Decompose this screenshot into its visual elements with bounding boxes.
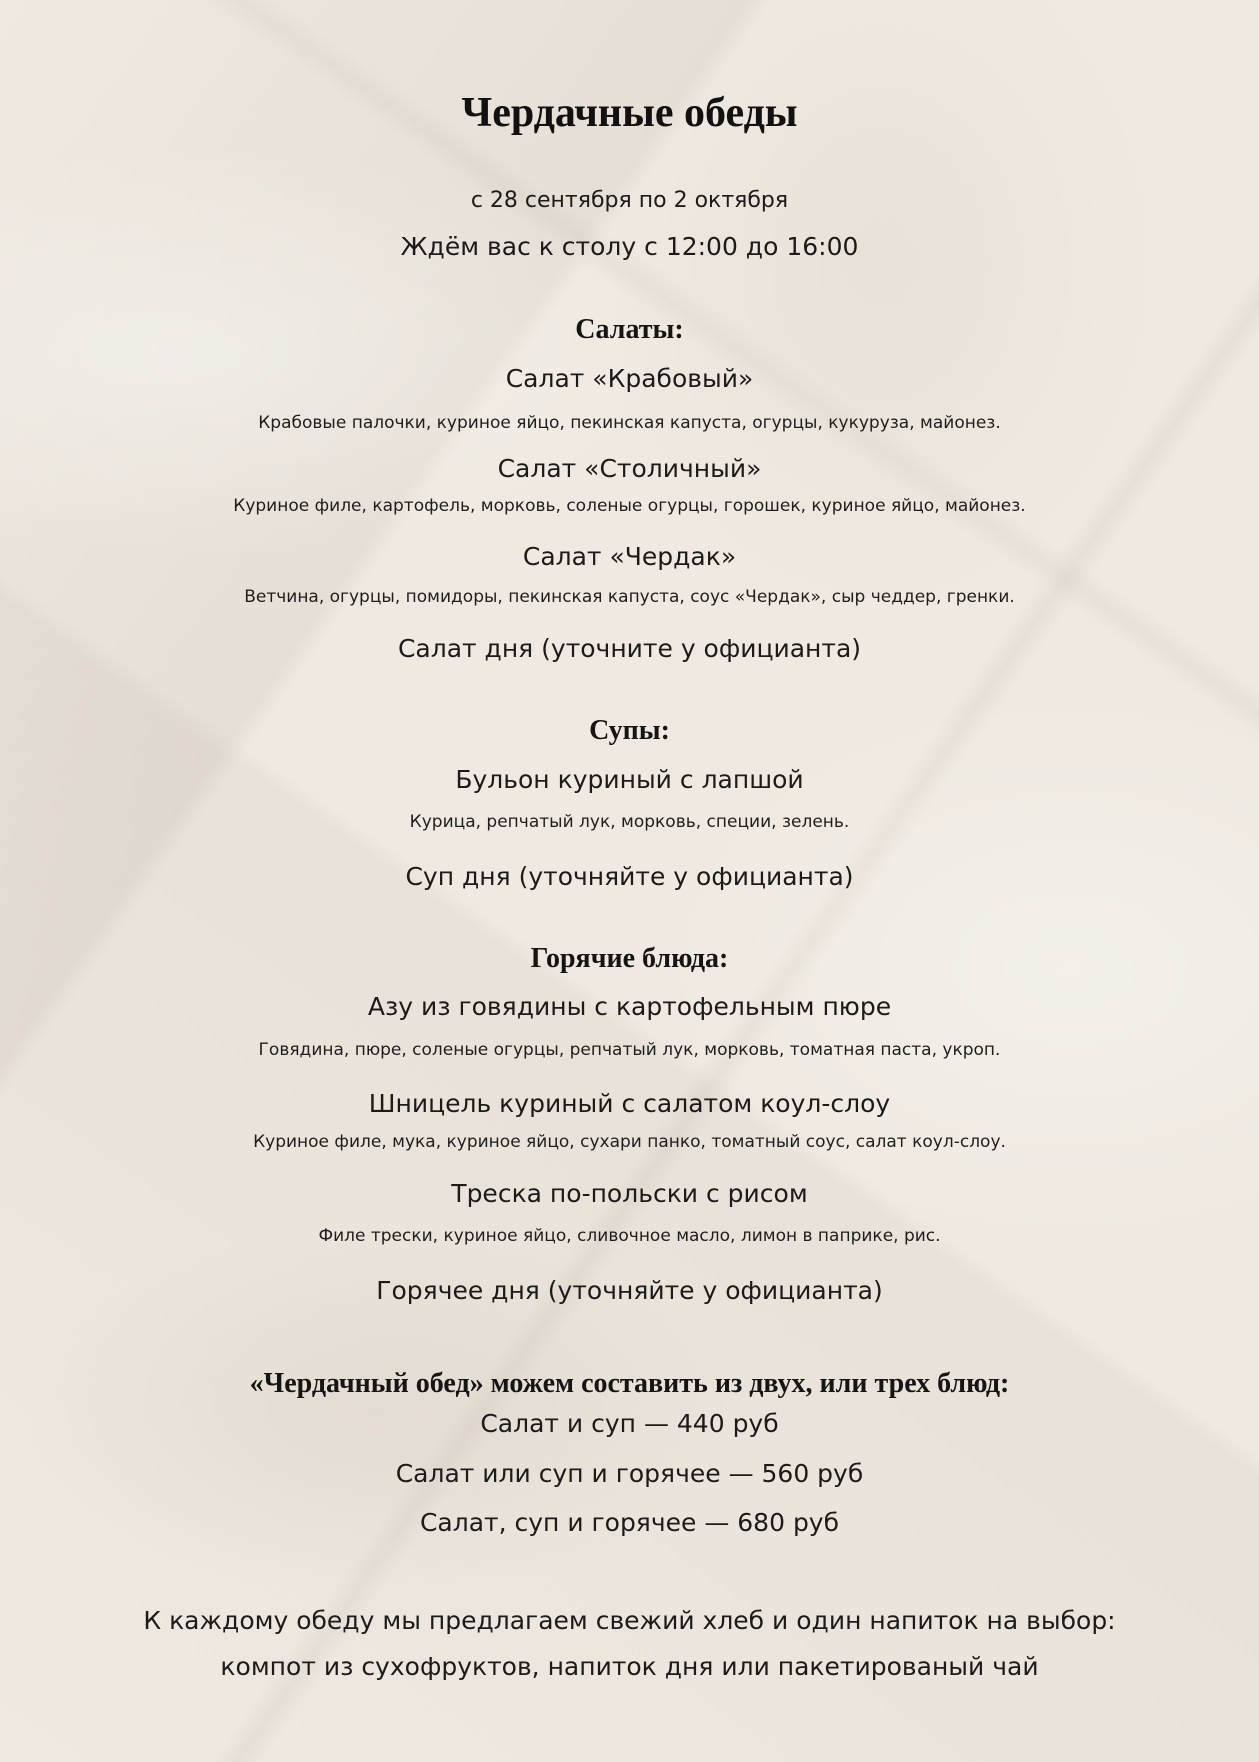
dish-name: Салат «Столичный» [497,454,762,483]
page-title: Чердачные обеды [461,90,798,136]
combo-option: Салат, суп и горячее — 680 руб [419,1508,840,1537]
dish-name: Салат «Чердак» [522,542,737,571]
combo-option: Салат или суп и горячее — 560 руб [395,1459,864,1488]
section-heading-hot: Горячие блюда: [530,943,729,974]
dish-name: Треска по-польски с рисом [451,1179,808,1208]
footer-note: К каждому обеду мы предлагаем свежий хлеб и один напиток на выбор: [143,1606,1116,1635]
dish-name: Салат «Крабовый» [505,364,754,393]
dish-description: Крабовые палочки, куриное яйцо, пекинская капуста, огурцы, кукуруза, майонез. [258,413,1001,433]
dish-description: Говядина, пюре, соленые огурцы, репчатый лук, морковь, томатная паста, укроп. [258,1040,1001,1060]
dish-name: Азу из говядины с картофельным пюре [367,992,892,1021]
dish-description: Филе трески, куриное яйцо, сливочное масло, лимон в паприке, рис. [318,1226,941,1246]
combo-option: Салат и суп — 440 руб [480,1409,779,1438]
date-range: с 28 сентября по 2 октября [470,188,789,213]
dish-name: Бульон куриный с лапшой [455,765,804,794]
combo-heading: «Чердачный обед» можем составить из двух, или трех блюд: [249,1368,1010,1399]
section-heading-salads: Салаты: [575,314,684,345]
dish-description: Ветчина, огурцы, помидоры, пекинская капуста, соус «Чердак», сыр чеддер, гренки. [244,587,1015,607]
opening-hours: Ждём вас к столу с 12:00 до 16:00 [400,232,859,261]
dish-name: Суп дня (уточняйте у официанта) [405,862,854,891]
dish-name: Шницель куриный с салатом коул-слоу [368,1089,891,1118]
dish-description: Куриное филе, мука, куриное яйцо, сухари панко, томатный соус, салат коул-слоу. [253,1132,1006,1152]
dish-description: Курица, репчатый лук, морковь, специи, зелень. [409,812,850,832]
dish-description: Куриное филе, картофель, морковь, соленые огурцы, горошек, куриное яйцо, майонез. [233,496,1026,516]
dish-name: Салат дня (уточните у официанта) [397,634,862,663]
section-heading-soups: Супы: [589,715,670,746]
dish-name: Горячее дня (уточняйте у официанта) [376,1276,883,1305]
footer-note: компот из сухофруктов, напиток дня или пакетированый чай [220,1652,1039,1681]
